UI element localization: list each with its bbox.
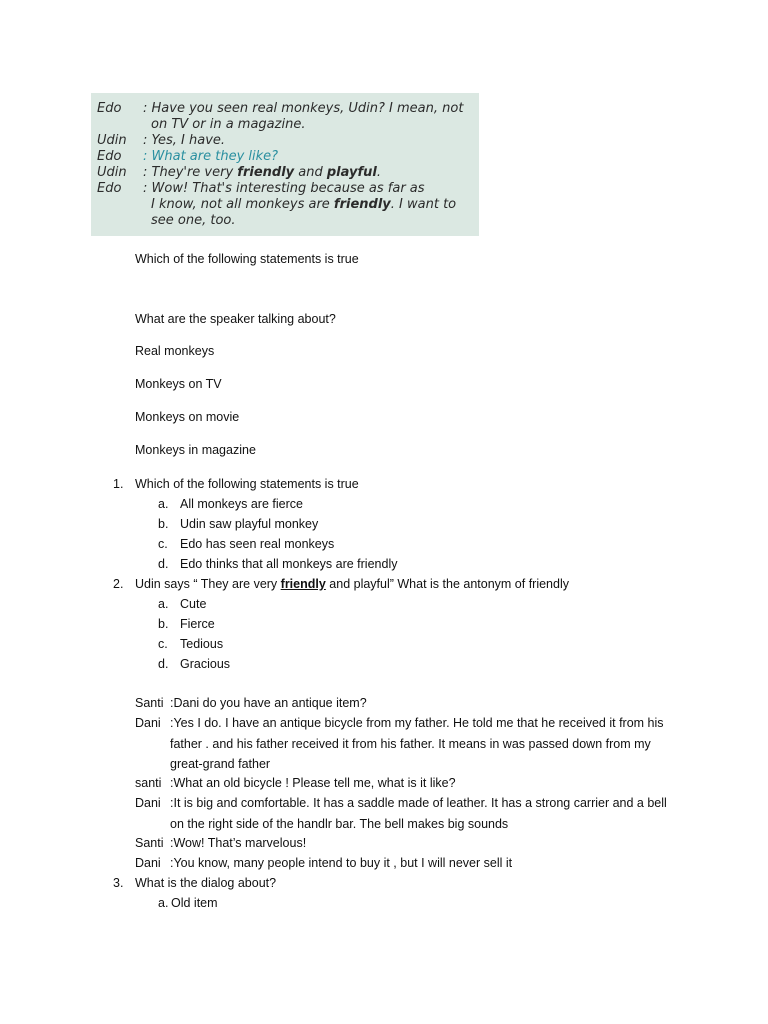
option-letter: b. (158, 617, 169, 631)
speaker: Dani (135, 856, 161, 870)
line-text (143, 165, 381, 180)
option-text: Edo has seen real monkeys (180, 537, 335, 551)
option-letter: c. (158, 637, 168, 651)
intro-question-about: What are the speaker talking about? (135, 312, 336, 326)
intro-question: Which of the following statements is true (135, 252, 359, 266)
option-text: Edo thinks that all monkeys are friendly (180, 557, 398, 571)
line-text: : Wow! That's interesting because as far as (143, 181, 425, 196)
option-text: Tedious (180, 637, 224, 651)
turn-text: :What an old bicycle ! Please tell me, what is it like? (170, 776, 456, 790)
intro-option: Monkeys on movie (135, 410, 240, 424)
speaker: Santi (135, 836, 164, 850)
speaker: Udin (97, 165, 127, 180)
option-letter: c. (158, 537, 168, 551)
speaker: santi (135, 776, 162, 790)
text-part: Udin says “ They are very (135, 577, 281, 591)
option-letter: b. (158, 517, 169, 531)
question-number: 3. (113, 876, 124, 890)
turn-text: :Dani do you have an antique item? (170, 696, 367, 710)
speaker: Dani (135, 796, 161, 810)
turn-text: father . and his father received it from his father. It means in was passed down from my (170, 737, 651, 751)
line-text (151, 197, 456, 212)
question-text: Which of the following statements is true (135, 477, 359, 491)
speaker: Edo (97, 181, 122, 196)
keyword: friendly (237, 165, 295, 180)
text-part: : They're very (143, 165, 238, 180)
text-part: . (376, 165, 381, 180)
turn-text: great-grand father (170, 757, 271, 771)
option-letter: a. (158, 497, 169, 511)
dialog-image (91, 93, 479, 236)
speaker: Santi (135, 696, 164, 710)
question-text (135, 577, 569, 591)
emphasized-word: friendly (280, 577, 326, 591)
question-number: 1. (113, 477, 124, 491)
turn-text: :Wow! That’s marvelous! (170, 836, 307, 850)
speaker: Edo (97, 101, 122, 116)
line-text: see one, too. (151, 213, 236, 228)
option-letter: a. (158, 896, 169, 910)
keyword: playful (326, 165, 377, 180)
text-part: and playful” What is the antonym of friendly (325, 577, 569, 591)
speaker: Dani (135, 716, 161, 730)
speaker: Edo (97, 149, 122, 164)
turn-text: :It is big and comfortable. It has a saddle made of leather. It has a strong carrier and a bell (170, 796, 667, 810)
keyword: friendly (333, 197, 391, 212)
turn-text: on the right side of the handlr bar. The bell makes big sounds (170, 817, 509, 831)
text-part: I know, not all monkeys are (151, 197, 334, 212)
option-text: Gracious (180, 657, 231, 671)
turn-text: :Yes I do. I have an antique bicycle from my father. He told me that he received it from his (170, 716, 664, 730)
option-letter: d. (158, 657, 169, 671)
option-text: Old item (171, 896, 218, 910)
text-part: and (294, 165, 327, 180)
line-text: : Yes, I have. (143, 133, 226, 148)
intro-option: Monkeys on TV (135, 377, 222, 391)
option-letter: a. (158, 597, 169, 611)
option-letter: d. (158, 557, 169, 571)
intro-option: Monkeys in magazine (135, 443, 256, 457)
speaker: Udin (97, 133, 127, 148)
option-text: Udin saw playful monkey (180, 517, 319, 531)
question-text: What is the dialog about? (135, 876, 277, 890)
line-text: on TV or in a magazine. (151, 117, 306, 132)
option-text: Fierce (180, 617, 215, 631)
question-number: 2. (113, 577, 124, 591)
option-text: Cute (180, 597, 207, 611)
intro-option: Real monkeys (135, 344, 215, 358)
line-text: : What are they like? (143, 149, 279, 164)
line-text: : Have you seen real monkeys, Udin? I mean, not (143, 101, 464, 116)
option-text: All monkeys are fierce (180, 497, 303, 511)
turn-text: :You know, many people intend to buy it , but I will never sell it (170, 856, 513, 870)
text-part: . I want to (390, 197, 457, 212)
